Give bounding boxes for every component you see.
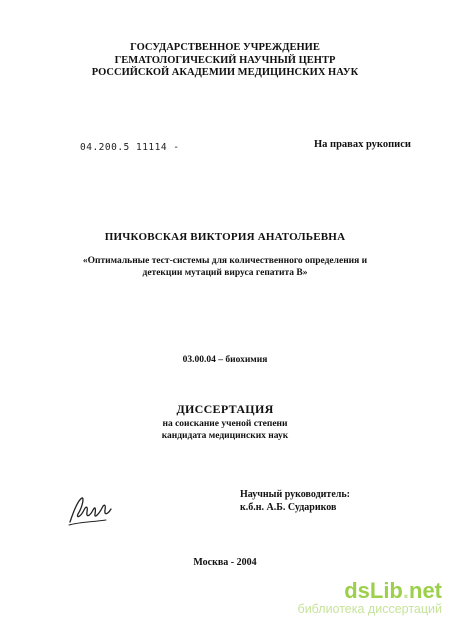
- place-year: Москва - 2004: [193, 557, 257, 568]
- degree-line-1: на соискание ученой степени: [162, 419, 288, 429]
- document-type: ДИССЕРТАЦИЯ: [176, 402, 274, 416]
- supervisor-label: Научный руководитель:: [240, 489, 350, 500]
- supervisor-name: к.б.н. А.Б. Судариков: [240, 502, 337, 513]
- watermark-subtitle: библиотека диссертаций: [297, 602, 442, 616]
- watermark-logo-dot: .: [402, 578, 409, 603]
- author-name: ПИЧКОВСКАЯ ВИКТОРИЯ АНАТОЛЬЕВНА: [104, 231, 346, 243]
- supervisor-block: [240, 488, 350, 514]
- institution-header: [0, 42, 450, 80]
- thesis-title-line-1: «Оптимальные тест-системы для количественного определения и: [82, 256, 368, 266]
- degree-line-2: кандидата медицинских наук: [161, 431, 289, 441]
- watermark-logo-tld: net: [409, 578, 442, 603]
- watermark-logo: [298, 580, 442, 602]
- handwritten-signature: [66, 492, 114, 528]
- institution-line-2: ГЕМАТОЛОГИЧЕСКИЙ НАУЧНЫЙ ЦЕНТР: [114, 54, 336, 66]
- thesis-title: [0, 255, 450, 279]
- watermark-logo-main: dsLib: [344, 578, 403, 603]
- degree: [0, 418, 450, 442]
- rights-note: На правах рукописи: [314, 139, 411, 150]
- thesis-title-line-2: детекции мутаций вируса гепатита В»: [142, 268, 308, 278]
- specialty: 03.00.04 – биохимия: [182, 355, 268, 365]
- institution-line-1: ГОСУДАРСТВЕННОЕ УЧРЕЖДЕНИЕ: [130, 42, 320, 53]
- watermark: [298, 580, 442, 616]
- registration-code: 04.200.5 11114 -: [80, 142, 180, 153]
- institution-line-3: РОССИЙСКОЙ АКАДЕМИИ МЕДИЦИНСКИХ НАУК: [91, 67, 359, 78]
